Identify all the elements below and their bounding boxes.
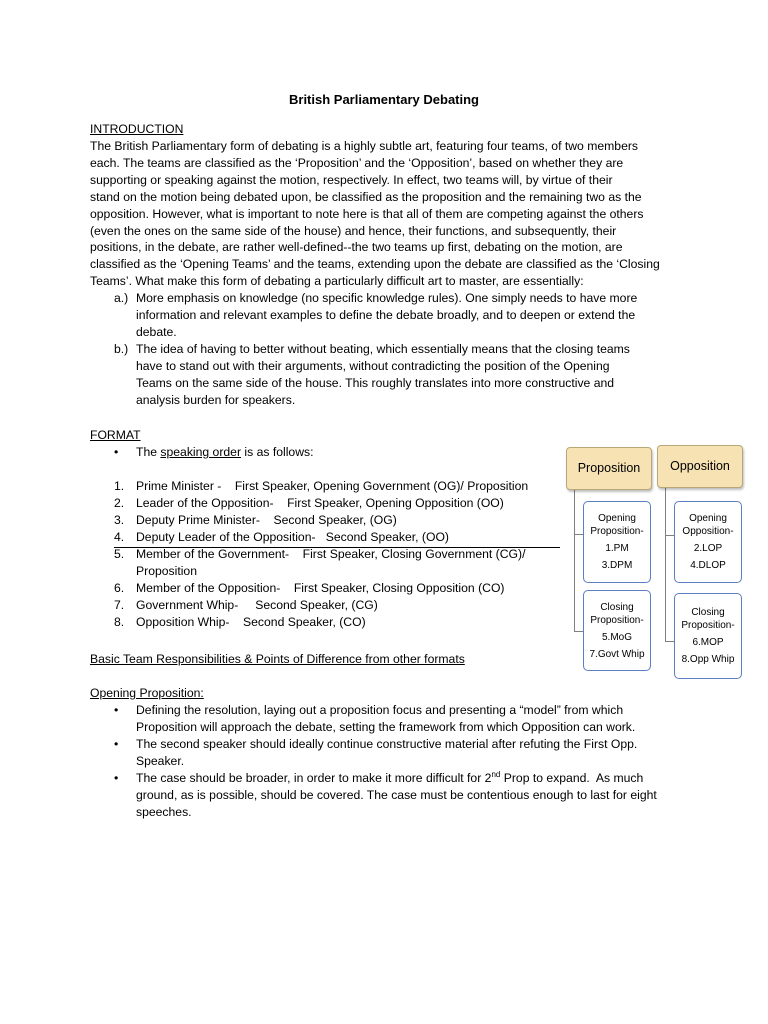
box-line: Closing	[691, 607, 725, 618]
proposition-header	[566, 447, 652, 490]
box-line: Proposition-	[681, 620, 735, 631]
text-segment: The case should be broader, in order to make it more difficult for 2	[136, 771, 492, 785]
list-number: 3.	[114, 513, 125, 527]
box-line: Opening	[689, 513, 727, 524]
team-diagram	[560, 440, 750, 685]
text-line: Defining the resolution, laying out a proposition focus and presenting a “model” from which	[136, 703, 624, 717]
box-line: Proposition-	[590, 526, 644, 537]
opening-opposition-box	[674, 501, 742, 583]
text-line: debate.	[136, 324, 177, 339]
text-line: More emphasis on knowledge (no specific knowledge rules). One simply needs to have more	[136, 291, 638, 305]
speaker-text: Leader of the Opposition- First Speaker, Opening Opposition (OO)	[136, 496, 504, 510]
introduction-heading: INTRODUCTION	[90, 122, 184, 136]
box-line: 3.DPM	[601, 560, 633, 571]
list-item	[114, 563, 560, 580]
list-number: 8.	[114, 615, 125, 629]
box-line: 8.Opp Whip	[681, 654, 735, 665]
text-line: Teams on the same side of the house. This roughly translates into more constructive and	[136, 375, 615, 390]
text-segment: Prop to expand. As much	[500, 771, 644, 785]
text-line: each. The teams are classified as the ‘Proposition’ and the ‘Opposition’, based on whether they are	[90, 155, 624, 170]
opposition-header	[657, 445, 743, 488]
list-item	[114, 529, 560, 546]
bullet-icon: •	[114, 703, 119, 717]
bullet-icon: •	[114, 737, 119, 751]
speaking-order-prefix: The	[136, 445, 161, 459]
text-line: Proposition will approach the debate, setting the framework from which Opposition can work.	[136, 719, 636, 734]
list-label: a.)	[114, 291, 129, 305]
text-line: Teams’. What make this form of debating a particularly difficult art to master, are essentially:	[90, 274, 584, 289]
horizontal-rule	[114, 547, 560, 548]
list-number: 5.	[114, 547, 125, 561]
superscript: nd	[491, 769, 501, 779]
speaking-order-link: speaking order	[160, 445, 242, 459]
text-line: Speaker.	[136, 753, 185, 768]
document-title: British Parliamentary Debating	[289, 92, 479, 107]
list-item	[114, 478, 560, 495]
list-number: 7.	[114, 598, 125, 612]
speaker-text: Member of the Opposition- First Speaker, Closing Opposition (CO)	[136, 581, 505, 595]
box-line: 7.Govt Whip	[589, 648, 645, 660]
list-item	[114, 580, 560, 597]
speaker-text: Proposition	[136, 564, 197, 578]
closing-opposition-box	[674, 593, 742, 679]
box-line: 5.MoG	[601, 631, 632, 643]
speaker-list	[114, 478, 560, 631]
text-line: stand on the motion being debated upon, be classified as the proposition and the remaining two as the	[90, 189, 642, 204]
list-label: b.)	[114, 342, 129, 356]
list-number: 6.	[114, 581, 125, 595]
speaking-order-suffix: is as follows:	[241, 445, 314, 459]
text-line: analysis burden for speakers.	[136, 392, 296, 407]
text-line: classified as the ‘Opening Teams’ and the teams, extending upon the debate are classified as the ‘Closing	[90, 257, 660, 272]
opposition-connector-vertical	[665, 485, 666, 642]
text-line: have to stand out with their arguments, without contradicting the position of the Opening	[136, 358, 610, 373]
list-number: 1.	[114, 479, 125, 493]
closing-proposition-box	[583, 590, 651, 671]
box-line: 1.PM	[605, 543, 629, 554]
text-line: opposition. However, what is important to note here is that all of them are competing against the others	[90, 206, 644, 221]
list-item	[114, 512, 560, 529]
text-line: supporting or speaking against the motion, respectively. In effect, two teams will, by virtue of their	[90, 172, 613, 187]
text-line: The British Parliamentary form of debating is a highly subtle art, featuring four teams, of two members	[90, 139, 639, 153]
speaker-text: Member of the Government- First Speaker, Closing Government (CG)/	[136, 547, 526, 561]
speaker-text: Government Whip- Second Speaker, (CG)	[136, 598, 378, 612]
list-item	[114, 546, 560, 563]
format-heading: FORMAT	[90, 428, 141, 442]
list-number: 4.	[114, 530, 125, 544]
text-line: information and relevant examples to define the debate broadly, and to deepen or extend the	[136, 307, 636, 322]
speaker-text: Opposition Whip- Second Speaker, (CO)	[136, 615, 366, 629]
box-line: Closing	[600, 601, 634, 613]
text-line	[136, 770, 684, 787]
box-line: Proposition-	[590, 614, 644, 626]
text-line: speeches.	[136, 804, 192, 819]
text-line: The second speaker should ideally continue constructive material after refuting the First Opp.	[136, 737, 638, 751]
proposition-header-label: Proposition	[577, 461, 641, 476]
box-line: Opposition-	[682, 526, 734, 537]
text-line: (even the ones on the same side of the house) and hence, their functions, and subsequently, their	[90, 223, 617, 238]
introduction-paragraph	[90, 138, 680, 290]
opposition-header-label: Opposition	[670, 459, 730, 474]
responsibilities-heading: Basic Team Responsibilities & Points of Difference from other formats	[90, 652, 465, 666]
speaker-text: Deputy Prime Minister- Second Speaker, (OG)	[136, 513, 397, 527]
list-number: 2.	[114, 496, 125, 510]
box-line: Opening	[598, 513, 636, 524]
list-item	[114, 495, 560, 512]
list-item	[114, 614, 560, 631]
speaker-text: Prime Minister - First Speaker, Opening Government (OG)/ Proposition	[136, 479, 529, 493]
text-line: ground, as is possible, should be covered. The case must be contentious enough to last for eight	[136, 787, 657, 802]
opening-proposition-heading: Opening Proposition:	[90, 686, 204, 700]
speaker-text: Deputy Leader of the Opposition- Second Speaker, (OO)	[136, 530, 449, 544]
proposition-connector-vertical	[574, 490, 575, 632]
bullet-icon: •	[114, 445, 119, 459]
list-item	[114, 597, 560, 614]
box-line: 2.LOP	[693, 543, 723, 554]
bullet-icon: •	[114, 771, 119, 785]
opening-proposition-box	[583, 501, 651, 583]
box-line: 4.DLOP	[690, 560, 726, 571]
box-line: 6.MOP	[692, 637, 724, 648]
text-line: positions, in the debate, are rather well-defined--the two teams up first, debating on the motion, are	[90, 240, 623, 255]
text-line: The idea of having to better without beating, which essentially means that the closing teams	[136, 342, 630, 356]
